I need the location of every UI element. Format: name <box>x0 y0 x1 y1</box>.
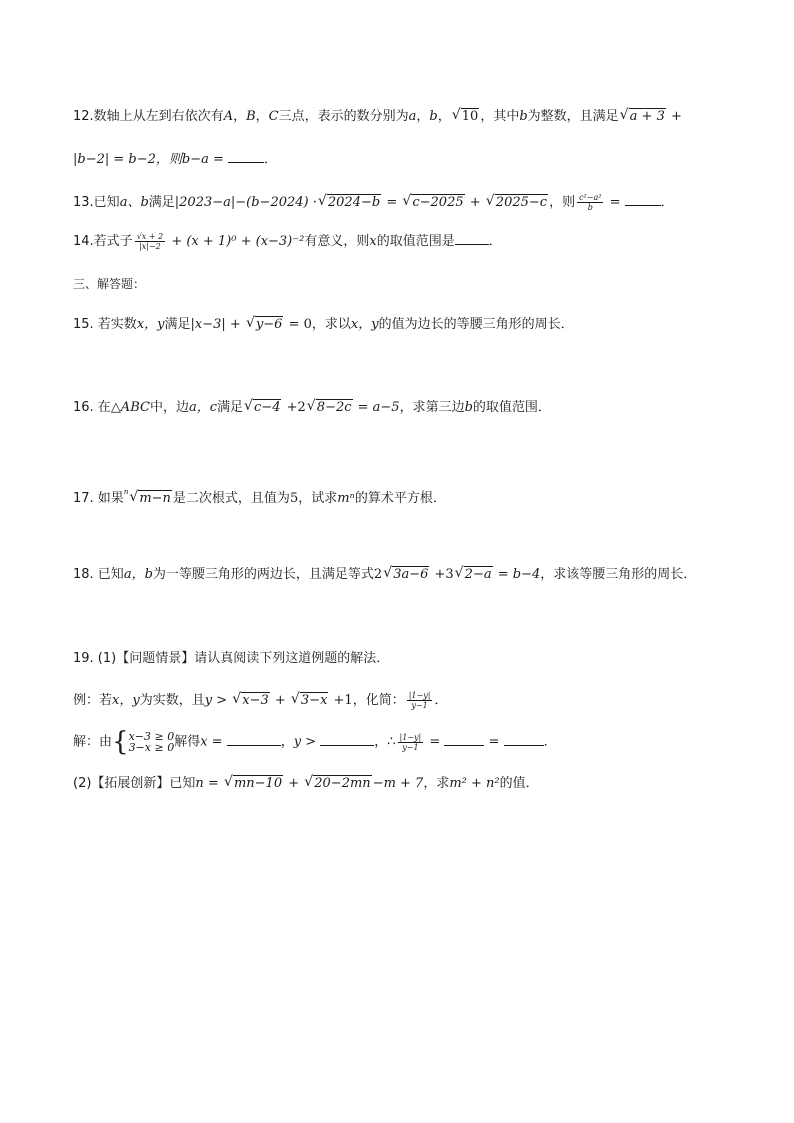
question-13 <box>73 193 674 212</box>
radical-x-3 <box>232 692 270 710</box>
question-19-example <box>73 691 447 710</box>
system-row-2: 3−x ≥ 0 <box>128 741 175 754</box>
q15-text: 的值为边长的等腰三角形的周长． <box>378 317 574 332</box>
radical-2024-b <box>318 194 381 212</box>
answer-blank <box>625 193 661 206</box>
q15-text: 15. 若实数 <box>73 317 137 332</box>
point-a: A <box>223 109 234 124</box>
period: ． <box>434 693 448 708</box>
sep: ， <box>233 109 247 124</box>
q18-text: 18. 已知 <box>73 567 124 582</box>
radicand: c−2025 <box>412 195 464 210</box>
var-a: a <box>408 109 417 124</box>
plus-sign: + <box>270 693 290 708</box>
radicand: mn−10 <box>233 776 283 791</box>
fraction <box>407 691 433 710</box>
inequality-system <box>112 727 175 757</box>
radical-c-4 <box>244 399 281 417</box>
q12-text: 12.数轴上从左到右依次有 <box>73 109 224 124</box>
answer-blank-simplify-1 <box>444 733 484 746</box>
var-b: b <box>519 109 528 124</box>
q19-text: ，求 <box>423 776 450 791</box>
question-17 <box>73 483 446 508</box>
vars-ac: a，c <box>188 400 218 415</box>
radicand: 2−a <box>464 567 492 582</box>
point-c: C <box>268 109 279 124</box>
equals-sign: = <box>382 195 402 210</box>
coefficient: 2 <box>373 567 383 582</box>
coefficient: +2 <box>282 400 306 415</box>
sep: ， <box>255 109 269 124</box>
q19-text: 解：由 <box>73 734 113 750</box>
sep: ， <box>437 109 451 124</box>
vars-xy: x，y <box>350 317 379 332</box>
q13-expression: |2023−a|−(b−2024) · <box>174 195 317 210</box>
radicand: 8−2c <box>316 400 352 415</box>
system-rows <box>129 731 175 753</box>
radical-y-6 <box>246 316 284 334</box>
q16-text: 满足 <box>217 400 244 415</box>
fraction <box>398 733 424 752</box>
radical-3-x <box>291 692 329 710</box>
radical-20-2mn <box>304 775 371 793</box>
plus-sign: + <box>465 195 485 210</box>
radical-2-a <box>455 566 493 584</box>
q12-text: 三点，表示的数分别为 <box>278 109 409 124</box>
q13-text: 13.已知 <box>73 195 120 210</box>
therefore: ，∴ <box>374 734 396 750</box>
denominator: y−1 <box>402 742 419 752</box>
fraction <box>577 193 603 212</box>
q17-text: 17. 如果 <box>73 491 124 506</box>
var-b: b <box>429 109 438 124</box>
q12-text: 为整数，且满足 <box>527 109 619 124</box>
q15-expression: |x−3| + <box>190 317 245 332</box>
plus-sign: + <box>284 776 304 791</box>
denominator: |x|−2 <box>139 242 161 251</box>
denominator: y−1 <box>411 701 428 710</box>
q16-text: 中，边 <box>149 400 189 415</box>
numerator: c²−a² <box>579 193 602 202</box>
q16-text: 的取值范围． <box>472 400 551 415</box>
q19-text: 的值． <box>499 776 539 791</box>
radical-sqrt10 <box>452 108 480 126</box>
numerator: √x + 2 <box>136 232 164 241</box>
q16-expression: = a−5 <box>353 400 400 415</box>
q18-text: ，求该等腰三角形的周长． <box>540 567 697 582</box>
x-equals: x = <box>200 734 227 750</box>
radical-2025-c <box>486 194 548 212</box>
plus-one: +1 <box>329 693 353 708</box>
q13-text: ，则 <box>549 195 576 210</box>
question-19-part1-heading: 19. (1)【问题情景】请认真阅读下列这道例题的解法． <box>73 651 390 666</box>
q18-text: 为一等腰三角形的两边长，且满足等式 <box>152 567 374 582</box>
radical-m-n <box>129 490 172 508</box>
q19-text: 解得 <box>174 734 201 750</box>
var-x: x <box>369 234 377 249</box>
q14-expression: + (x + 1)⁰ + (x−3)⁻² <box>167 234 305 249</box>
q15-text: ，求以 <box>311 317 351 332</box>
q17-text: 的算术平方根． <box>354 491 446 506</box>
answer-blank-x <box>227 733 281 746</box>
n-equals: n = <box>195 776 223 791</box>
q12-text: ，其中 <box>480 109 520 124</box>
system-row-1: x−3 ≥ 0 <box>128 730 175 743</box>
question-19-solution <box>73 727 557 757</box>
radical-c-2025 <box>402 194 464 212</box>
vars-ab: a、b <box>119 195 149 210</box>
radical-index: n <box>123 488 129 496</box>
radicand: 20−2mn <box>314 776 371 791</box>
q19-text: (2)【拓展创新】已知 <box>73 776 196 791</box>
q16-text: ，求第三边 <box>399 400 465 415</box>
radicand: c−4 <box>254 400 281 415</box>
q14-text: 的取值范围是 <box>376 234 455 249</box>
plus-sign: + <box>666 109 682 124</box>
q19-text: ，化简： <box>352 693 405 708</box>
radical-3a-6 <box>383 566 429 584</box>
answer-blank <box>455 232 489 245</box>
radical-mn-10 <box>224 775 283 793</box>
q17-text: 是二次根式，且值为 <box>172 491 290 506</box>
equals-sign: = <box>605 195 625 210</box>
period: ． <box>660 195 674 210</box>
question-15 <box>73 316 574 334</box>
coefficient: +3 <box>430 567 454 582</box>
equals-sign: = <box>484 734 504 750</box>
q15-expression: = 0 <box>284 317 312 332</box>
q15-text: 满足 <box>164 317 191 332</box>
radicand: 10 <box>461 109 479 124</box>
question-12-line2 <box>73 150 277 169</box>
period: ． <box>543 734 557 750</box>
q16-text: 16. 在 <box>73 400 111 415</box>
answer-blank-simplify-2 <box>504 733 544 746</box>
brace: { <box>112 727 129 757</box>
radicand: 3−x <box>300 693 328 708</box>
sep: ， <box>416 109 430 124</box>
answer-blank-y <box>320 733 374 746</box>
triangle-abc: △ABC <box>110 400 150 415</box>
answer-blank <box>228 150 264 163</box>
m-power-n: mⁿ <box>337 491 355 506</box>
question-12 <box>73 108 682 126</box>
q17-text: ，试求 <box>298 491 338 506</box>
period: ． <box>488 234 502 249</box>
numerator: |1−y| <box>399 732 422 742</box>
question-18 <box>73 566 696 584</box>
radicand: 2024−b <box>327 195 381 210</box>
question-16 <box>73 399 551 417</box>
denominator: b <box>587 203 593 212</box>
inequality: y > <box>204 693 228 708</box>
q19-expression: −m + 7 <box>372 776 424 791</box>
radicand: 3a−6 <box>393 567 429 582</box>
y-greater: y > <box>293 734 321 750</box>
q12-expression: |b−2| = b−2，则b−a = <box>73 152 229 167</box>
period: ． <box>264 152 278 167</box>
section-heading: 三、解答题： <box>73 277 146 291</box>
vars-ab: a，b <box>123 567 153 582</box>
radicand: x−3 <box>242 693 269 708</box>
vars-xy: x，y <box>112 693 140 708</box>
value-five: 5 <box>289 491 299 506</box>
q18-expression: = b−4 <box>493 567 541 582</box>
q14-text: 14.若式子 <box>73 234 133 249</box>
radicand: y−6 <box>255 317 283 332</box>
q19-text: 例：若 <box>73 693 113 708</box>
q14-text: 有意义，则 <box>304 234 370 249</box>
fraction <box>135 232 166 251</box>
numerator: |1−y| <box>408 691 431 700</box>
radical-a-plus-3 <box>620 108 666 126</box>
equals-sign: = <box>425 734 445 750</box>
radicand: a + 3 <box>629 109 665 124</box>
sep: ， <box>280 734 294 750</box>
q19-text: 为实数，且 <box>139 693 205 708</box>
q13-text: 满足 <box>148 195 175 210</box>
question-19-part2 <box>73 775 539 793</box>
radicand: 2025−c <box>495 195 548 210</box>
var-b: b <box>464 400 473 415</box>
radicand: m−n <box>139 491 171 506</box>
question-14 <box>73 232 502 251</box>
point-b: B <box>246 109 256 124</box>
vars-xy: x，y <box>136 317 165 332</box>
m2-plus-n2: m² + n² <box>449 776 500 791</box>
radical-8-2c <box>307 399 353 417</box>
